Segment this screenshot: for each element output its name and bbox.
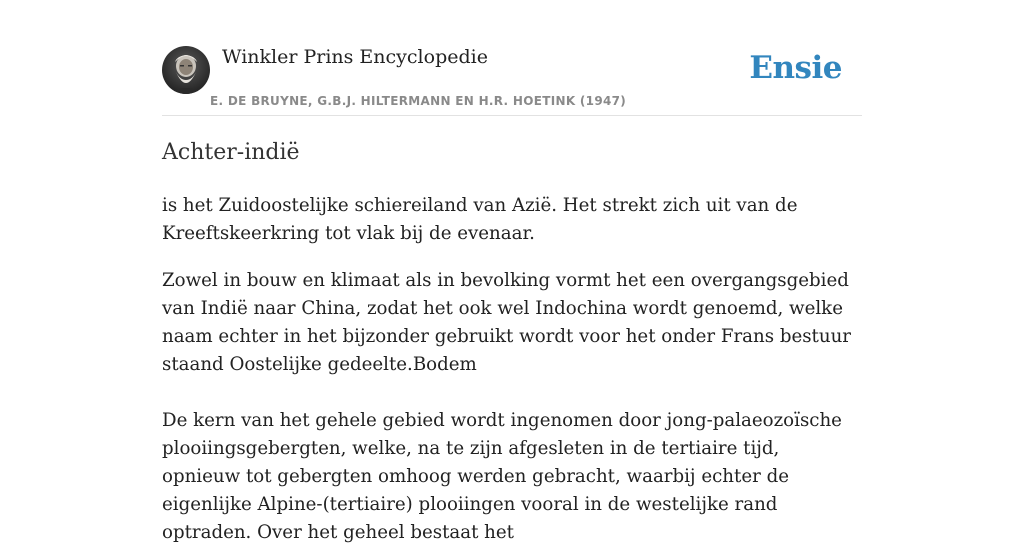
author-avatar — [162, 46, 210, 94]
portrait-image — [162, 46, 210, 94]
article-paragraph-3: De kern van het gehele gebied wordt ingenomen door jong-palaeozoïsche plooiingsgebergten, welke, na te zijn afgesleten in de tertiaire tijd, opnieuw tot gebergten omhoog werden gebracht, waarbij echter de eigenlijke Alpine-(tertiaire) plooiingen vooral in de westelijke rand optraden. Over het geheel bestaat het — [162, 410, 842, 543]
site-header — [162, 0, 862, 116]
site-title[interactable]: Winkler Prins Encyclopedie — [222, 46, 488, 68]
brand-logo[interactable]: Ensie — [749, 50, 842, 86]
article-paragraph-2: Zowel in bouw en klimaat als in bevolking vormt het een overgangsgebied van Indië naar China, zodat het ook wel Indochina wordt genoemd, welke naam echter in het bijzonder gebruikt wordt voor het onder Frans bestuur staand Oostelijke gedeelte.Bodem — [162, 270, 851, 375]
article-title: Achter-indië — [162, 140, 300, 165]
article-paragraph-1: is het Zuidoostelijke schiereiland van Azië. Het strekt zich uit van de Kreeftskeerkring tot vlak bij de evenaar. — [162, 195, 798, 244]
authors-byline: E. DE BRUYNE, G.B.J. HILTERMANN EN H.R. HOETINK (1947) — [210, 94, 627, 108]
article-page — [162, 0, 862, 543]
